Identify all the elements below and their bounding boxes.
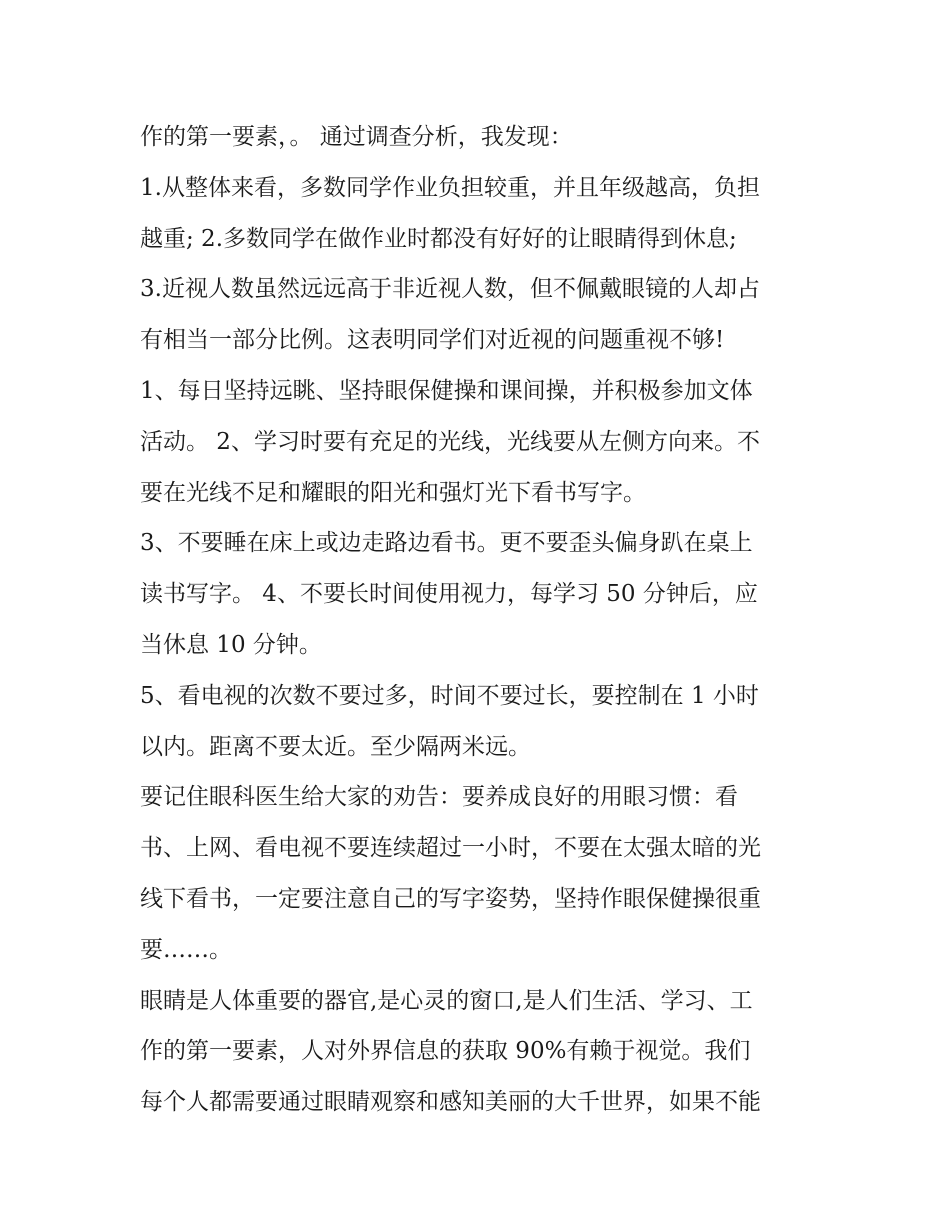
text-line: 作的第一要素，。 通过调查分析，我发现： [140, 124, 573, 150]
text-line: 读书写字。 4、不要长时间使用视力，每学习 50 分钟后，应 [140, 581, 758, 608]
text-line: 要记住眼科医生给大家的劝告：要养成良好的用眼习惯：看 [140, 784, 738, 811]
text-line: 书、上网、看电视不要连续超过一小时，不要在太强太暗的光 [140, 835, 761, 862]
text-line: 每个人都需要通过眼睛观察和感知美丽的大千世界，如果不能 [140, 1089, 761, 1116]
text-line: 线下看书，一定要注意自己的写字姿势，坚持作眼保健操很重 [140, 885, 761, 912]
document-text [140, 112, 840, 1128]
text-line: 当休息 10 分钟。 [140, 631, 322, 658]
text-line: 眼睛是人体重要的器官,是心灵的窗口,是人们生活、学习、工 [140, 987, 753, 1014]
text-line: 5、看电视的次数不要过多，时间不要过长，要控制在 1 小时 [140, 682, 759, 709]
text-line: 3、不要睡在床上或边走路边看书。更不要歪头偏身趴在桌上 [140, 530, 753, 557]
text-line: 要在光线不足和耀眼的阳光和强灯光下看书写字。 [140, 479, 646, 506]
text-line: 3.近视人数虽然远远高于非近视人数，但不佩戴眼镜的人却占 [140, 276, 760, 303]
text-line: 要……。 [140, 936, 232, 963]
text-line: 有相当一部分比例。这表明同学们对近视的问题重视不够! [140, 327, 725, 354]
text-line: 1.从整体来看，多数同学作业负担较重，并且年级越高，负担 [140, 174, 760, 201]
text-line: 越重; 2.多数同学在做作业时都没有好好的让眼睛得到休息; [140, 225, 737, 252]
text-line: 以内。距离不要太近。至少隔两米远。 [140, 733, 531, 760]
text-line: 1、每日坚持远眺、坚持眼保健操和课间操，并积极参加文体 [140, 377, 753, 404]
text-line: 活动。 2、学习时要有充足的光线，光线要从左侧方向来。不 [140, 428, 760, 455]
text-line: 作的第一要素，人对外界信息的获取 90%有赖于视觉。我们 [140, 1038, 751, 1065]
